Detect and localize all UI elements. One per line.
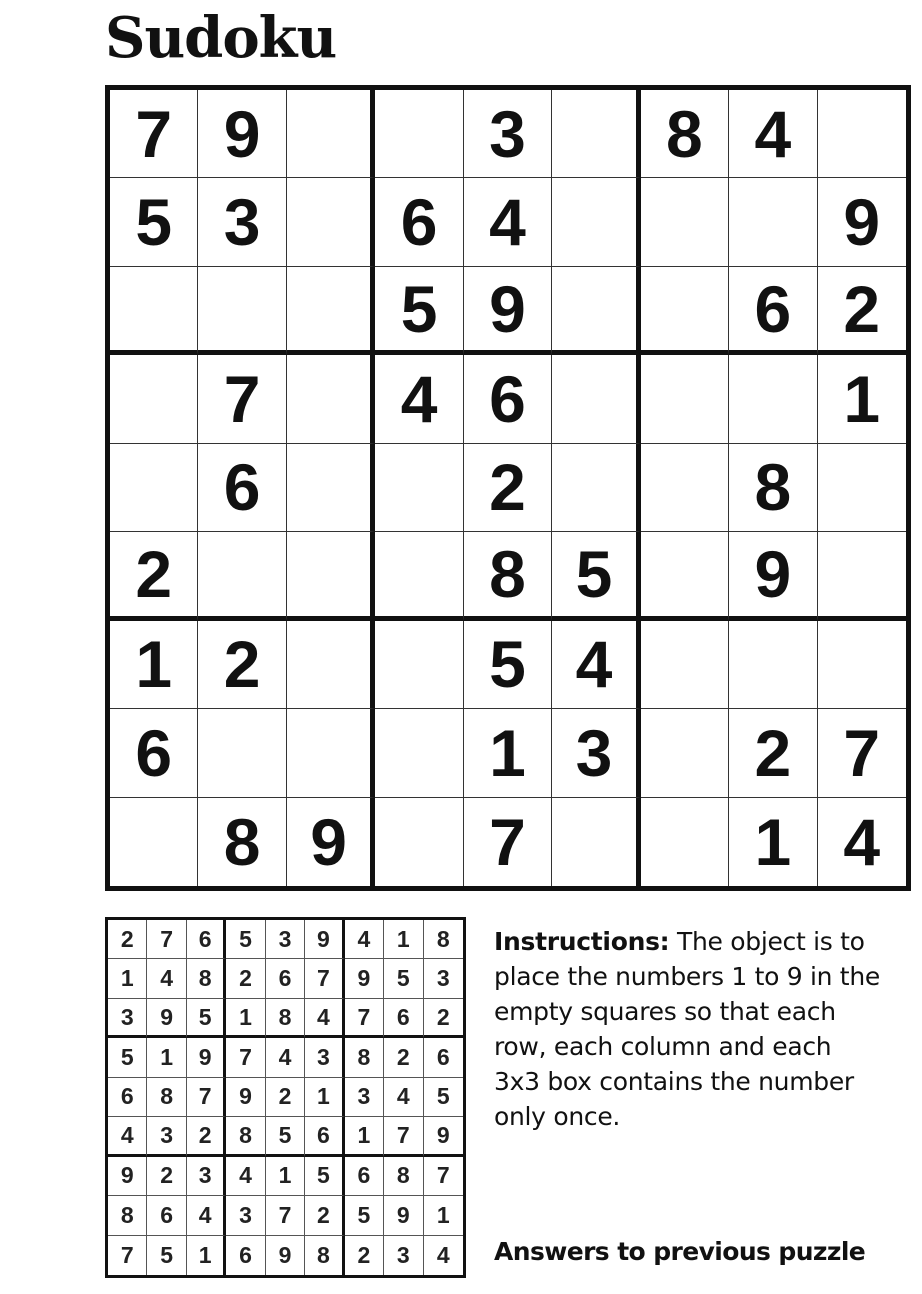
instructions-body: The object is to place the numbers 1 to 9 in the empty squares so that each row, each column and each 3x3 box contains the number only once.	[494, 927, 880, 1131]
answer-cell-r7c7: 6	[345, 1157, 384, 1196]
puzzle-cell-r4c8[interactable]	[729, 355, 817, 443]
answer-cell-r9c5: 9	[266, 1236, 305, 1275]
answer-cell-r3c4: 1	[226, 999, 265, 1038]
answer-cell-r1c9: 8	[424, 920, 463, 959]
answer-cell-r7c8: 8	[384, 1157, 423, 1196]
answer-cell-r2c5: 6	[266, 959, 305, 998]
answer-cell-r4c3: 9	[187, 1038, 226, 1077]
puzzle-cell-r5c9[interactable]	[818, 444, 906, 532]
answer-cell-r9c9: 4	[436, 1241, 450, 1268]
answer-cell-r5c8: 4	[384, 1078, 423, 1117]
answer-cell-r2c1: 1	[108, 959, 147, 998]
puzzle-cell-r4c4: 4	[375, 355, 463, 443]
puzzle-cell-r4c1[interactable]	[110, 355, 198, 443]
puzzle-cell-r2c8[interactable]	[729, 178, 817, 266]
instructions-lead: Instructions:	[494, 927, 670, 956]
puzzle-cell-r2c4: 6	[375, 178, 463, 266]
puzzle-cell-r5c7[interactable]	[641, 444, 729, 532]
puzzle-cell-r3c6[interactable]	[552, 267, 640, 355]
answer-cell-r8c6: 2	[305, 1196, 344, 1235]
answer-cell-r2c9: 3	[424, 959, 463, 998]
answer-cell-r6c6: 6	[305, 1117, 344, 1156]
answer-cell-r6c2: 3	[147, 1117, 186, 1156]
puzzle-cell-r2c5: 4	[464, 178, 552, 266]
puzzle-cell-r9c4[interactable]	[375, 798, 463, 886]
answer-cell-r7c1: 9	[108, 1157, 147, 1196]
puzzle-cell-r5c6[interactable]	[552, 444, 640, 532]
answer-cell-r1c6: 9	[305, 920, 344, 959]
answer-cell-r8c4: 3	[226, 1196, 265, 1235]
puzzle-cell-r4c9: 1	[818, 355, 906, 443]
answer-cell-r4c2: 1	[147, 1038, 186, 1077]
answer-cell-r3c9: 2	[424, 999, 463, 1038]
puzzle-cell-r2c9: 9	[818, 178, 906, 266]
puzzle-cell-r9c9: 4	[843, 804, 881, 879]
answer-cell-r3c3: 5	[187, 999, 226, 1038]
puzzle-cell-r8c4[interactable]	[375, 709, 463, 797]
puzzle-cell-r7c3[interactable]	[287, 621, 375, 709]
puzzle-cell-r6c4[interactable]	[375, 532, 463, 620]
puzzle-cell-r8c6: 3	[552, 709, 640, 797]
puzzle-cell-r6c9[interactable]	[818, 532, 906, 620]
answer-cell-r5c4: 9	[226, 1078, 265, 1117]
answer-cell-r9c7: 2	[345, 1236, 384, 1275]
puzzle-cell-r2c6[interactable]	[552, 178, 640, 266]
puzzle-cell-r3c2[interactable]	[198, 267, 286, 355]
puzzle-cell-r1c5: 3	[464, 90, 552, 178]
answer-cell-r3c7: 7	[345, 999, 384, 1038]
puzzle-cell-r2c7[interactable]	[641, 178, 729, 266]
puzzle-cell-r9c7[interactable]	[641, 798, 729, 886]
puzzle-cell-r9c2: 8	[198, 798, 286, 886]
answer-cell-r8c1: 8	[108, 1196, 147, 1235]
puzzle-cell-r8c2[interactable]	[198, 709, 286, 797]
answer-cell-r9c4: 6	[226, 1236, 265, 1275]
puzzle-cell-r4c5: 6	[464, 355, 552, 443]
answer-cell-r3c2: 9	[147, 999, 186, 1038]
answer-cell-r5c3: 7	[187, 1078, 226, 1117]
puzzle-cell-r4c6[interactable]	[552, 355, 640, 443]
puzzle-cell-r6c2[interactable]	[198, 532, 286, 620]
answer-cell-r4c8: 2	[384, 1038, 423, 1077]
puzzle-cell-r3c3[interactable]	[287, 267, 375, 355]
answer-cell-r6c8: 7	[384, 1117, 423, 1156]
puzzle-cell-r8c8: 2	[729, 709, 817, 797]
puzzle-cell-r3c9: 2	[818, 267, 906, 355]
puzzle-cell-r8c5: 1	[464, 709, 552, 797]
puzzle-cell-r7c9[interactable]	[818, 621, 906, 709]
puzzle-cell-r5c8: 8	[729, 444, 817, 532]
puzzle-cell-r1c7: 8	[641, 90, 729, 178]
answer-cell-r5c6: 1	[305, 1078, 344, 1117]
answer-cell-r2c7: 9	[345, 959, 384, 998]
answer-cell-r9c2: 5	[147, 1236, 186, 1275]
answer-cell-r6c7: 1	[345, 1117, 384, 1156]
answer-cell-r3c5: 8	[266, 999, 305, 1038]
puzzle-cell-r1c3[interactable]	[287, 90, 375, 178]
puzzle-cell-r4c2: 7	[198, 355, 286, 443]
answer-cell-r3c8: 6	[384, 999, 423, 1038]
puzzle-cell-r6c7[interactable]	[641, 532, 729, 620]
puzzle-cell-r6c3[interactable]	[287, 532, 375, 620]
puzzle-cell-r1c9[interactable]	[818, 90, 906, 178]
puzzle-cell-r4c3[interactable]	[287, 355, 375, 443]
answer-cell-r8c9: 1	[424, 1196, 463, 1235]
answer-cell-r7c6: 5	[305, 1157, 344, 1196]
answer-cell-r4c5: 4	[266, 1038, 305, 1077]
puzzle-cell-r5c2: 6	[198, 444, 286, 532]
puzzle-cell-r1c2: 9	[198, 90, 286, 178]
sudoku-puzzle-grid	[105, 85, 911, 891]
answer-cell-r2c3: 8	[187, 959, 226, 998]
puzzle-cell-r1c8: 4	[729, 90, 817, 178]
puzzle-cell-r6c1: 2	[110, 532, 198, 620]
answer-cell-r9c8: 3	[384, 1236, 423, 1275]
answer-cell-r5c9: 5	[424, 1078, 463, 1117]
previous-answers-grid	[105, 917, 466, 1278]
page-title: Sudoku	[105, 5, 337, 71]
puzzle-cell-r3c7[interactable]	[641, 267, 729, 355]
answer-cell-r4c4: 7	[226, 1038, 265, 1077]
answer-cell-r2c4: 2	[226, 959, 265, 998]
answer-cell-r4c1: 5	[108, 1038, 147, 1077]
answer-cell-r1c2: 7	[147, 920, 186, 959]
puzzle-cell-r1c1: 7	[110, 90, 198, 178]
answers-caption: Answers to previous puzzle	[494, 1237, 866, 1266]
answer-cell-r7c9: 7	[424, 1157, 463, 1196]
answer-cell-r1c3: 6	[187, 920, 226, 959]
puzzle-cell-r7c1: 1	[110, 621, 198, 709]
answer-cell-r9c3: 1	[187, 1236, 226, 1275]
answer-cell-r2c8: 5	[384, 959, 423, 998]
answer-cell-r4c9: 6	[424, 1038, 463, 1077]
answer-cell-r1c4: 5	[226, 920, 265, 959]
puzzle-cell-r8c9: 7	[818, 709, 906, 797]
puzzle-cell-r6c6: 5	[552, 532, 640, 620]
puzzle-cell-r3c5: 9	[464, 267, 552, 355]
puzzle-cell-r9c6[interactable]	[552, 798, 640, 886]
answer-cell-r1c8: 1	[384, 920, 423, 959]
answer-cell-r8c7: 5	[345, 1196, 384, 1235]
answer-cell-r9c1: 7	[108, 1236, 147, 1275]
puzzle-cell-r2c3[interactable]	[287, 178, 375, 266]
puzzle-cell-r4c7[interactable]	[641, 355, 729, 443]
answer-cell-r7c5: 1	[266, 1157, 305, 1196]
answer-cell-r8c3: 4	[187, 1196, 226, 1235]
puzzle-cell-r3c8: 6	[729, 267, 817, 355]
puzzle-cell-r7c8[interactable]	[729, 621, 817, 709]
answer-cell-r5c2: 8	[147, 1078, 186, 1117]
answer-cell-r7c2: 2	[147, 1157, 186, 1196]
answer-cell-r5c7: 3	[345, 1078, 384, 1117]
answer-cell-r1c1: 2	[108, 920, 147, 959]
puzzle-cell-r1c6[interactable]	[552, 90, 640, 178]
answer-cell-r4c7: 8	[345, 1038, 384, 1077]
answer-cell-r2c6: 7	[305, 959, 344, 998]
answer-cell-r1c5: 3	[266, 920, 305, 959]
answer-cell-r4c6: 3	[305, 1038, 344, 1077]
puzzle-cell-r6c8: 9	[729, 532, 817, 620]
answer-cell-r5c1: 6	[108, 1078, 147, 1117]
puzzle-cell-r8c3[interactable]	[287, 709, 375, 797]
answer-cell-r6c5: 5	[266, 1117, 305, 1156]
puzzle-cell-r5c4[interactable]	[375, 444, 463, 532]
answer-cell-r8c5: 7	[266, 1196, 305, 1235]
answer-cell-r6c9: 9	[424, 1117, 463, 1156]
answer-cell-r5c5: 2	[266, 1078, 305, 1117]
puzzle-cell-r9c5: 7	[464, 798, 552, 886]
puzzle-cell-r7c4[interactable]	[375, 621, 463, 709]
answer-cell-r1c7: 4	[345, 920, 384, 959]
puzzle-cell-r8c7[interactable]	[641, 709, 729, 797]
puzzle-cell-r1c4[interactable]	[375, 90, 463, 178]
puzzle-cell-r6c5: 8	[464, 532, 552, 620]
puzzle-cell-r5c3[interactable]	[287, 444, 375, 532]
puzzle-cell-r9c3: 9	[287, 798, 375, 886]
answer-cell-r6c4: 8	[226, 1117, 265, 1156]
puzzle-cell-r7c5: 5	[464, 621, 552, 709]
puzzle-cell-r5c5: 2	[464, 444, 552, 532]
puzzle-cell-r7c7[interactable]	[641, 621, 729, 709]
answer-cell-r9c6: 8	[305, 1236, 344, 1275]
puzzle-cell-r2c1: 5	[110, 178, 198, 266]
answer-cell-r7c4: 4	[226, 1157, 265, 1196]
puzzle-cell-r9c8: 1	[729, 798, 817, 886]
answer-cell-r3c6: 4	[305, 999, 344, 1038]
puzzle-cell-r7c2: 2	[198, 621, 286, 709]
answer-cell-r3c1: 3	[108, 999, 147, 1038]
answer-cell-r6c3: 2	[187, 1117, 226, 1156]
answer-cell-r6c1: 4	[108, 1117, 147, 1156]
puzzle-cell-r5c1[interactable]	[110, 444, 198, 532]
answer-cell-r7c3: 3	[187, 1157, 226, 1196]
answer-cell-r8c8: 9	[384, 1196, 423, 1235]
puzzle-cell-r8c1: 6	[110, 709, 198, 797]
answer-cell-r8c2: 6	[147, 1196, 186, 1235]
instructions-text	[494, 924, 884, 1134]
puzzle-cell-r3c1[interactable]	[110, 267, 198, 355]
puzzle-cell-r7c6: 4	[552, 621, 640, 709]
puzzle-cell-r9c1[interactable]	[110, 798, 198, 886]
puzzle-cell-r3c4: 5	[375, 267, 463, 355]
answer-cell-r2c2: 4	[147, 959, 186, 998]
puzzle-cell-r2c2: 3	[198, 178, 286, 266]
